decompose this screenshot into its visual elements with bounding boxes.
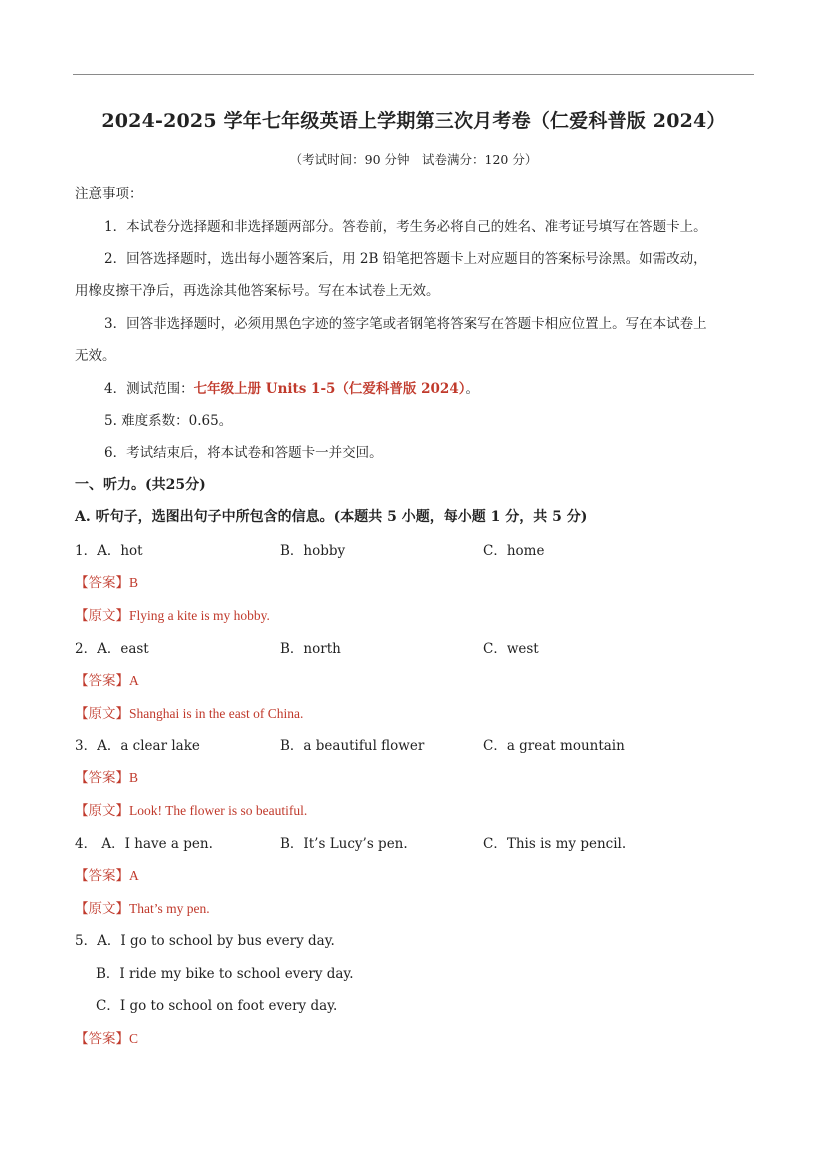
q4-option-a: 4． A．I have a pen. (75, 836, 213, 852)
answer-label: 【答案】 (75, 673, 129, 689)
q4-option-b: B．It’s Lucy’s pen. (280, 836, 408, 852)
original-label: 【原文】 (75, 901, 129, 917)
page-title: 2024-2025 学年七年级英语上学期第三次月考卷（仁爱科普版 2024） (101, 110, 726, 132)
test-scope: 七年级上册 Units 1-5（仁爱科普版 2024） (193, 381, 466, 397)
note-item-4 (104, 377, 479, 397)
q1-original-text: Flying a kite is my hobby. (129, 608, 270, 623)
note-item-5: 5. 难度系数：0.65。 (104, 413, 233, 429)
answer-label: 【答案】 (75, 575, 129, 591)
q2-answer (75, 669, 139, 689)
note-item-4-suffix: 。 (465, 381, 479, 397)
q2-original-text: Shanghai is in the east of China. (129, 706, 304, 721)
q3-answer-value: B (129, 770, 139, 785)
note-item-6: 6．考试结束后，将本试卷和答题卡一并交回。 (104, 445, 383, 461)
q3-original (75, 799, 307, 819)
q1-option-b: B．hobby (280, 543, 346, 559)
q1-option-a: 1．A．hot (75, 543, 143, 559)
answer-label: 【答案】 (75, 770, 129, 786)
q5-answer-value: C (129, 1031, 139, 1046)
q5-option-c: C．I go to school on foot every day. (96, 998, 338, 1014)
note-item-1: 1．本试卷分选择题和非选择题两部分。答卷前，考生务必将自己的姓名、准考证号填写在答题卡上。 (104, 219, 707, 235)
q4-option-c: C．This is my pencil. (483, 836, 627, 852)
q1-answer (75, 571, 138, 591)
q3-option-a: 3．A．a clear lake (75, 738, 200, 754)
q4-original (75, 897, 210, 917)
answer-label: 【答案】 (75, 868, 129, 884)
q1-answer-value: B (129, 575, 139, 590)
q4-original-text: That’s my pen. (129, 901, 210, 916)
q5-option-a: 5．A．I go to school by bus every day. (75, 933, 335, 949)
section-title: 一、听力。(共25分) (75, 477, 206, 493)
q4-answer-value: A (129, 868, 139, 883)
note-item-2-line-1: 2．回答选择题时，选出每小题答案后，用 2B 铅笔把答题卡上对应题目的答案标号涂黑。如需改动， (104, 251, 707, 267)
q3-option-c: C．a great mountain (483, 738, 625, 754)
note-item-3-line-2: 无效。 (75, 348, 116, 364)
q1-original (75, 604, 270, 624)
q1-option-c: C．home (483, 543, 545, 559)
q2-answer-value: A (129, 673, 139, 688)
q5-answer (75, 1027, 138, 1047)
q2-original (75, 702, 303, 722)
note-item-2-line-2: 用橡皮擦干净后，再选涂其他答案标号。写在本试卷上无效。 (75, 283, 440, 299)
original-label: 【原文】 (75, 803, 129, 819)
q2-option-c: C．west (483, 641, 539, 657)
original-label: 【原文】 (75, 608, 129, 624)
original-label: 【原文】 (75, 706, 129, 722)
notes-heading: 注意事项： (75, 186, 143, 202)
answer-label: 【答案】 (75, 1031, 129, 1047)
part-a-instructions: A. 听句子，选图出句子中所包含的信息。(本题共 5 小题，每小题 1 分，共 5 分) (75, 509, 588, 525)
q3-original-text: Look! The flower is so beautiful. (129, 803, 308, 818)
q3-answer (75, 766, 138, 786)
exam-info: （考试时间：90 分钟 试卷满分：120 分） (289, 152, 538, 167)
q3-option-b: B．a beautiful flower (280, 738, 425, 754)
q2-option-b: B．north (280, 641, 341, 657)
header-rule (73, 74, 754, 75)
note-item-4-prefix: 4．测试范围： (104, 381, 194, 397)
q2-option-a: 2．A．east (75, 641, 149, 657)
note-item-3-line-1: 3．回答非选择题时，必须用黑色字迹的签字笔或者钢笔将答案写在答题卡相应位置上。写在本试卷上 (104, 316, 707, 332)
q4-answer (75, 864, 139, 884)
q5-option-b: B．I ride my bike to school every day. (96, 966, 354, 982)
